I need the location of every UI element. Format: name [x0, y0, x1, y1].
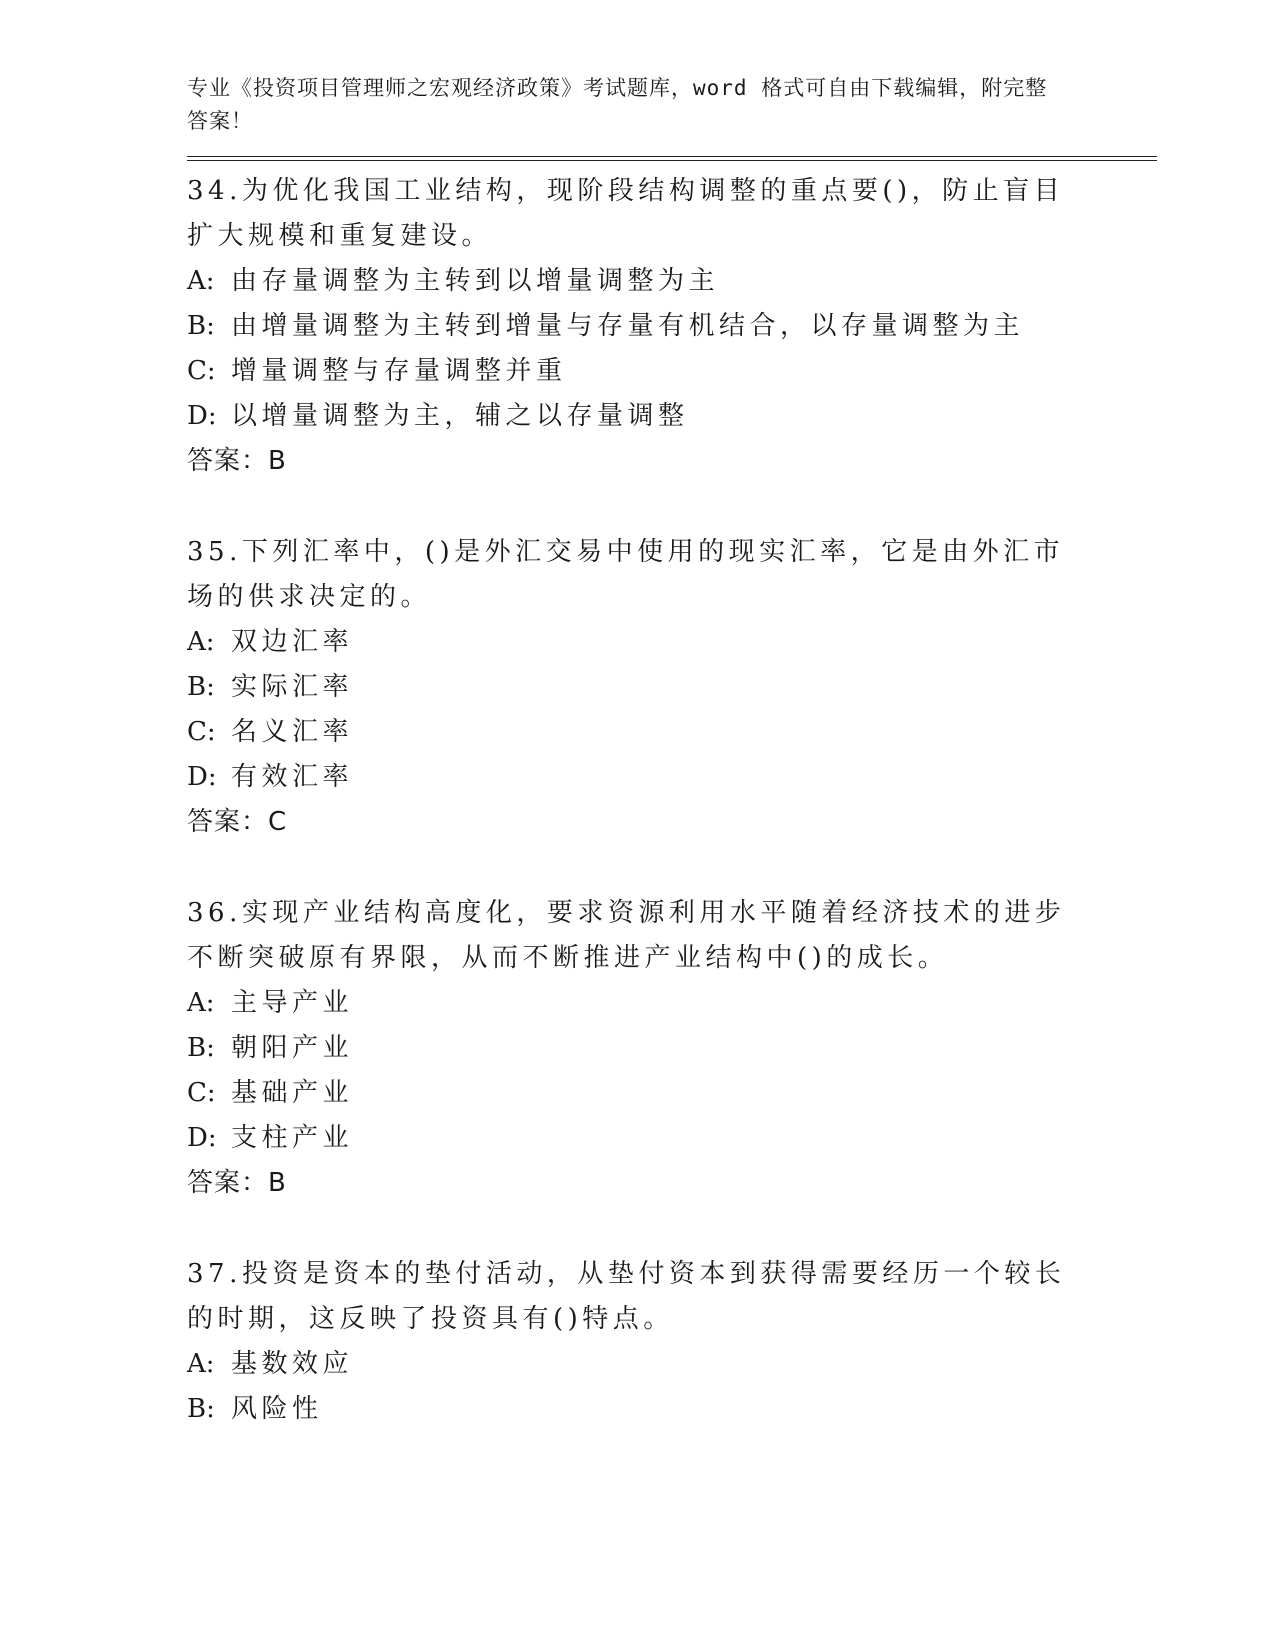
option-letter: B:	[187, 1033, 215, 1063]
option-b	[187, 665, 1157, 710]
option-b	[187, 304, 1157, 349]
option-text: 朝阳产业	[231, 1033, 354, 1063]
option-d	[187, 755, 1157, 800]
question-stem: 35.下列汇率中，()是外汇交易中使用的现实汇率，它是由外汇市场的供求决定的。	[187, 537, 1065, 612]
option-a	[187, 259, 1157, 304]
question-37	[187, 1252, 1157, 1432]
question-34	[187, 169, 1157, 484]
option-text: 风险性	[231, 1394, 323, 1424]
document-page	[187, 72, 1157, 1478]
option-text: 基数效应	[231, 1349, 354, 1379]
option-letter: D:	[187, 401, 217, 431]
option-c	[187, 1071, 1157, 1116]
option-letter: A:	[187, 988, 215, 1018]
option-d	[187, 394, 1157, 439]
answer-line: 答案：B	[187, 446, 287, 476]
option-d	[187, 1116, 1157, 1161]
option-letter: A:	[187, 266, 215, 296]
option-text: 以增量调整为主，辅之以存量调整	[231, 401, 689, 431]
answer-line: 答案：B	[187, 1168, 287, 1198]
option-letter: C:	[187, 1078, 216, 1108]
option-letter: D:	[187, 762, 217, 792]
option-letter: C:	[187, 717, 216, 747]
question-list	[187, 169, 1157, 1432]
option-text: 增量调整与存量调整并重	[231, 356, 567, 386]
option-text: 基础产业	[231, 1078, 354, 1108]
option-letter: D:	[187, 1123, 217, 1153]
option-text: 主导产业	[231, 988, 354, 1018]
option-letter: A:	[187, 627, 215, 657]
option-letter: A:	[187, 1349, 215, 1379]
option-letter: B:	[187, 1394, 215, 1424]
option-a	[187, 981, 1157, 1026]
option-text: 实际汇率	[231, 672, 354, 702]
header-divider	[187, 156, 1157, 161]
option-letter: B:	[187, 311, 215, 341]
option-b	[187, 1026, 1157, 1071]
header-note: 专业《投资项目管理师之宏观经济政策》考试题库，word 格式可自由下载编辑，附完整答案！	[187, 76, 1048, 133]
option-letter: B:	[187, 672, 215, 702]
question-stem: 36.实现产业结构高度化，要求资源利用水平随着经济技术的进步不断突破原有界限，从而不断推进产业结构中()的成长。	[187, 898, 1066, 973]
option-text: 由存量调整为主转到以增量调整为主	[231, 266, 720, 296]
option-text: 名义汇率	[231, 717, 354, 747]
option-c	[187, 349, 1157, 394]
question-stem: 37.投资是资本的垫付活动，从垫付资本到获得需要经历一个较长的时期，这反映了投资具有()特点。	[187, 1259, 1066, 1334]
option-text: 支柱产业	[231, 1123, 354, 1153]
option-letter: C:	[187, 356, 216, 386]
option-text: 由增量调整为主转到增量与存量有机结合，以存量调整为主	[231, 311, 1025, 341]
question-35	[187, 530, 1157, 845]
option-text: 双边汇率	[231, 627, 354, 657]
option-a	[187, 620, 1157, 665]
option-a	[187, 1342, 1157, 1387]
answer-line: 答案：C	[187, 807, 288, 837]
option-text: 有效汇率	[231, 762, 354, 792]
option-c	[187, 710, 1157, 755]
option-b	[187, 1387, 1157, 1432]
question-stem: 34.为优化我国工业结构，现阶段结构调整的重点要()，防止盲目扩大规模和重复建设。	[187, 176, 1065, 251]
question-36	[187, 891, 1157, 1206]
